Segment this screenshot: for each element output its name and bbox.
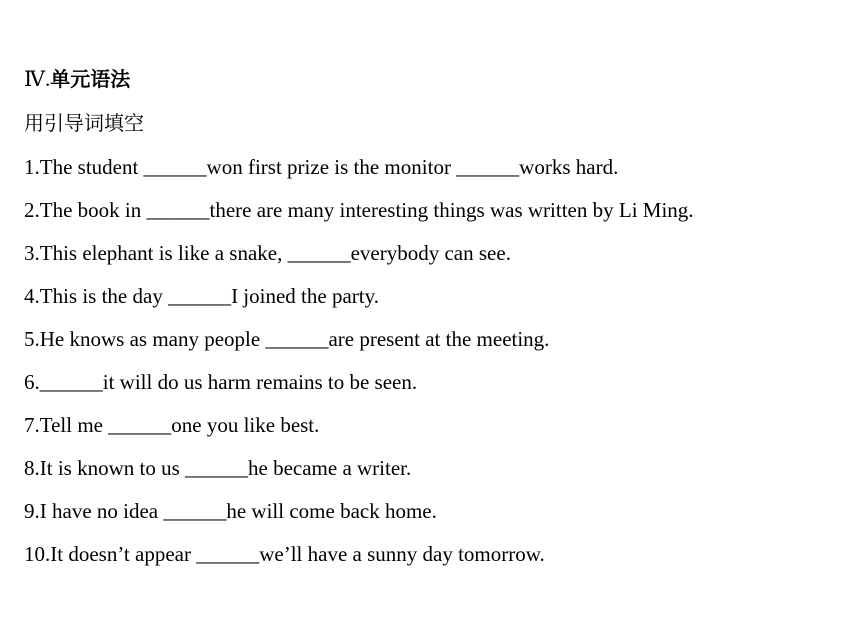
question-7: 7.Tell me ______one you like best. [24, 413, 320, 437]
question-4: 4.This is the day ______I joined the party. [24, 284, 379, 308]
section-number: Ⅳ. [24, 67, 51, 91]
section-title: 单元语法 [50, 67, 131, 91]
instruction-text: 用引导词填空 [24, 111, 144, 135]
question-10: 10.It doesn’t appear ______we’ll have a sunny day tomorrow. [24, 542, 545, 566]
question-9: 9.I have no idea ______he will come back home. [24, 499, 437, 523]
question-3: 3.This elephant is like a snake, ______everybody can see. [24, 241, 511, 265]
question-6: 6.______it will do us harm remains to be seen. [24, 370, 418, 394]
question-2: 2.The book in ______there are many interesting things was written by Li Ming. [24, 198, 694, 222]
question-8: 8.It is known to us ______he became a writer. [24, 456, 412, 480]
question-5: 5.He knows as many people ______are present at the meeting. [24, 327, 550, 351]
question-1: 1.The student ______won first prize is the monitor ______works hard. [24, 155, 619, 179]
section-heading [24, 66, 130, 92]
